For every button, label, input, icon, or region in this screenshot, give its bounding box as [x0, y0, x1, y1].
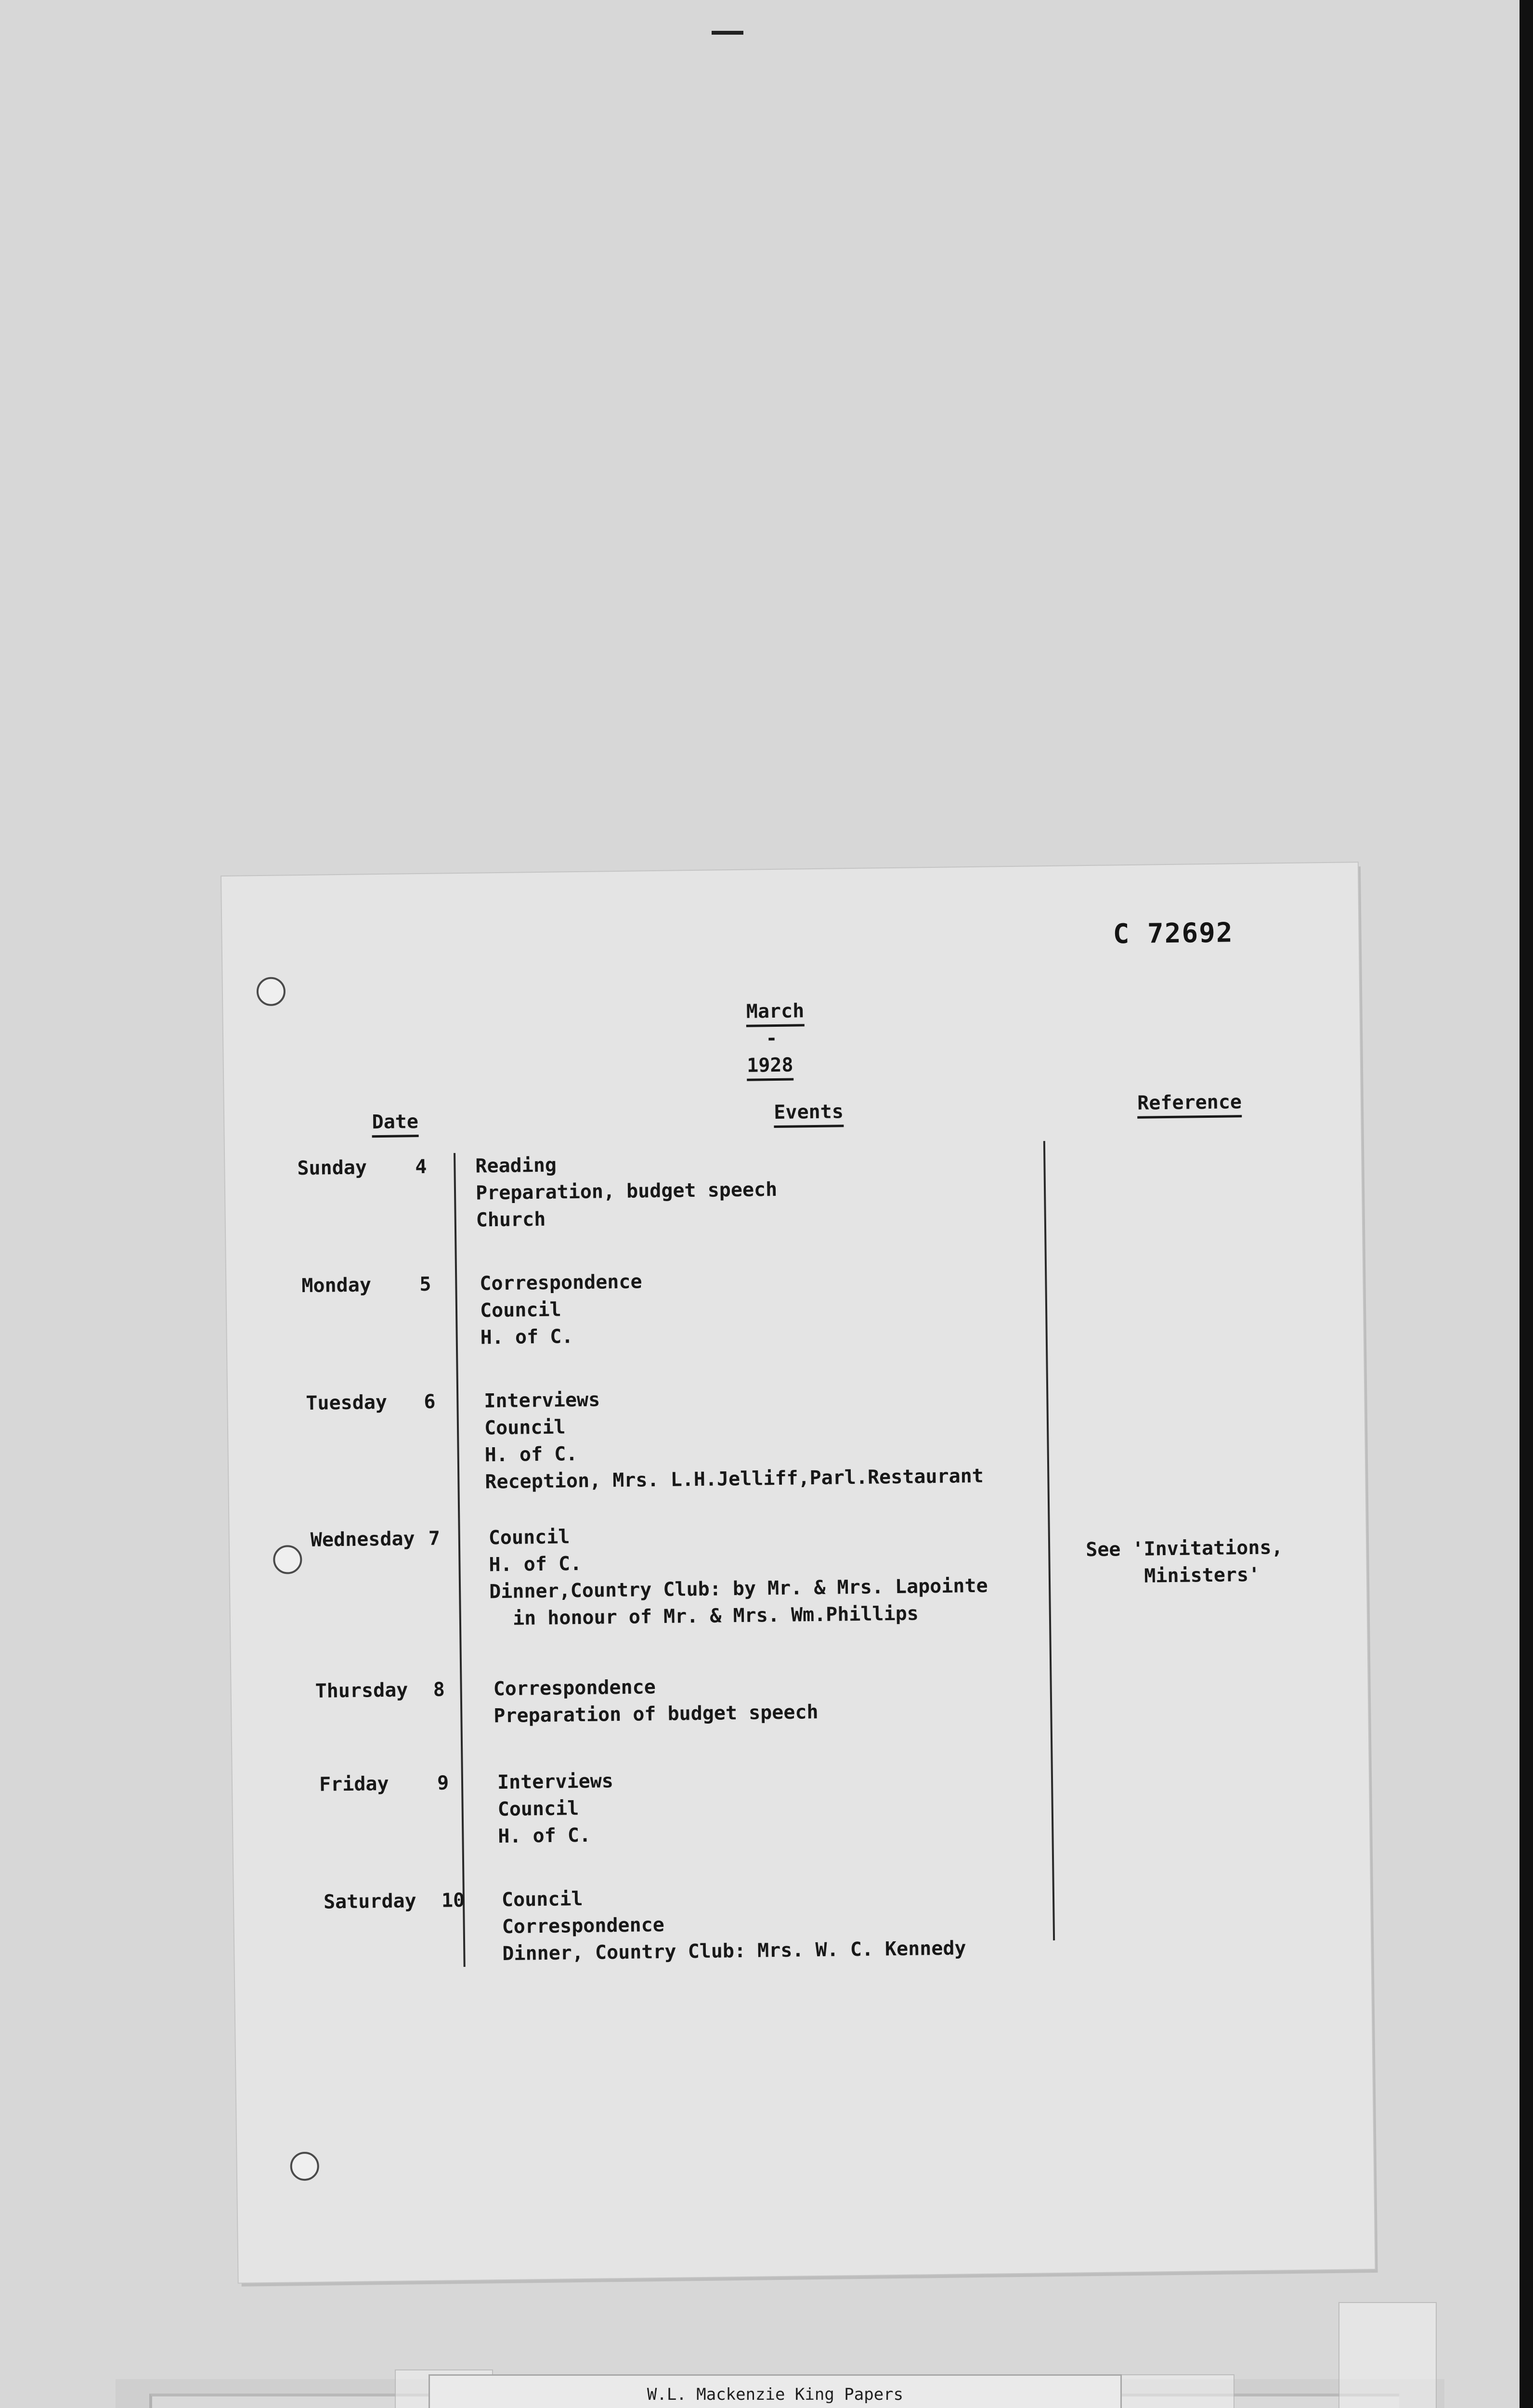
row-reference: See 'Invitations,	[1085, 1536, 1283, 1561]
row-day-number: 10	[441, 1889, 465, 1912]
row-event: H. of C.	[489, 1552, 582, 1576]
row-event: Preparation of budget speech	[494, 1701, 818, 1727]
collection-label	[429, 2374, 1122, 2408]
diary-page	[221, 863, 1375, 2283]
row-event: Dinner, Country Club: Mrs. W. C. Kennedy	[502, 1937, 966, 1965]
title-year: 1928	[747, 1054, 793, 1081]
row-day: Friday	[319, 1772, 389, 1796]
row-event: in honour of Mr. & Mrs. Wm.Phillips	[489, 1602, 919, 1630]
row-event: Correspondence	[480, 1270, 642, 1295]
row-event: Council	[484, 1416, 566, 1440]
row-event: Preparation, budget speech	[475, 1178, 778, 1204]
row-event: Interviews	[497, 1770, 614, 1794]
row-reference: Ministers'	[1086, 1563, 1260, 1588]
header-reference: Reference	[1091, 1061, 1242, 1144]
row-event: Correspondence	[502, 1913, 665, 1938]
header-events: Events	[727, 1071, 844, 1153]
row-event: Correspondence	[493, 1676, 656, 1701]
row-event: Church	[476, 1208, 546, 1231]
row-day-number: 9	[437, 1772, 449, 1794]
row-day-number: 7	[428, 1527, 441, 1550]
row-day: Tuesday	[306, 1391, 388, 1414]
row-day: Wednesday	[310, 1528, 415, 1551]
title-month: March	[746, 1000, 805, 1027]
collection-line-1: W.L. Mackenzie King Papers	[647, 2385, 904, 2404]
row-day: Monday	[301, 1274, 372, 1297]
row-day-number: 4	[415, 1155, 427, 1178]
row-event: Council	[480, 1298, 561, 1322]
film-edge	[1520, 0, 1533, 2408]
row-day-number: 5	[419, 1273, 431, 1296]
row-event: Interviews	[484, 1388, 600, 1413]
row-day-number: 8	[433, 1678, 445, 1701]
punch-hole	[290, 2152, 319, 2181]
row-event: H. of C.	[480, 1325, 573, 1349]
title-dash: -	[766, 1027, 778, 1050]
row-event: Reading	[475, 1154, 557, 1178]
row-day: Sunday	[297, 1156, 367, 1180]
row-day: Thursday	[315, 1679, 408, 1702]
row-event: Council	[501, 1887, 583, 1911]
document-number: C 72692	[1113, 917, 1234, 950]
row-event: H. of C.	[484, 1443, 578, 1466]
row-event: Council	[488, 1526, 570, 1549]
row-event: Dinner,Country Club: by Mr. & Mrs. Lapointe	[489, 1574, 988, 1603]
row-day-number: 6	[424, 1390, 436, 1413]
column-rule-left	[454, 1153, 466, 1967]
row-event: Reception, Mrs. L.H.Jelliff,Parl.Restaurant	[485, 1465, 984, 1493]
column-rule-right	[1043, 1141, 1055, 1940]
row-event: Council	[497, 1797, 579, 1821]
punch-hole	[257, 977, 286, 1006]
header-date: Date	[325, 1081, 419, 1163]
row-day: Saturday	[323, 1890, 416, 1913]
film-mark	[712, 31, 743, 35]
punch-hole	[273, 1545, 302, 1574]
tape-strip	[1338, 2302, 1437, 2408]
row-event: H. of C.	[498, 1824, 591, 1848]
